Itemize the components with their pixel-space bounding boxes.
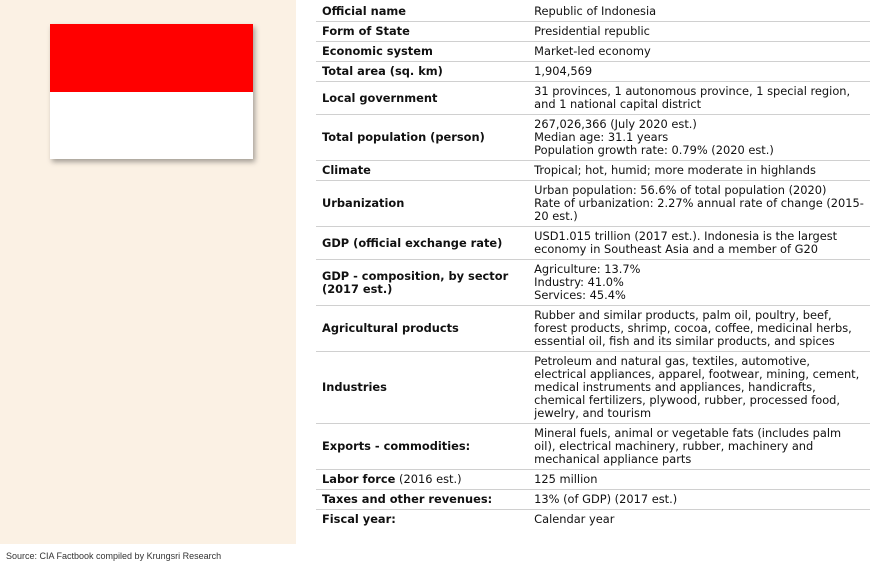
- fact-value: [528, 2, 870, 22]
- fact-value: [528, 510, 870, 530]
- fact-value-line: 13% (of GDP) (2017 est.): [534, 492, 678, 506]
- fact-label: [316, 115, 528, 161]
- source-note: Source: CIA Factbook compiled by Krungsri Research: [6, 551, 222, 561]
- fact-label: [316, 22, 528, 42]
- fact-row: [316, 510, 870, 530]
- fact-value-line: Rubber and similar products, palm oil, poultry, beef, forest products, shrimp, cocoa, coffee, medicinal herbs, essential oil, fish and its similar products, and spices: [534, 308, 852, 348]
- fact-label: [316, 227, 528, 260]
- fact-label-text: Local government: [322, 90, 438, 105]
- fact-value-line: Median age: 31.1 years: [534, 130, 669, 144]
- flag-panel: [0, 0, 296, 544]
- fact-label-text: Industries: [322, 380, 387, 394]
- fact-label: [316, 352, 528, 424]
- fact-label-text: Labor force: [322, 472, 396, 486]
- fact-label-text: Urbanization: [322, 196, 405, 210]
- fact-value: [528, 306, 870, 352]
- fact-label: [316, 62, 528, 82]
- fact-value-line: 267,026,366 (July 2020 est.): [534, 117, 697, 131]
- fact-label-text: Exports - commodities:: [322, 439, 471, 453]
- fact-label-text: Total area (sq. km): [322, 64, 443, 78]
- fact-value: [528, 470, 870, 490]
- fact-value: [528, 62, 870, 82]
- fact-row: [316, 181, 870, 227]
- fact-label: [316, 470, 528, 490]
- fact-value-line: Presidential republic: [534, 24, 650, 38]
- fact-row: [316, 470, 870, 490]
- fact-value-line: Tropical; hot, humid; more moderate in highlands: [534, 163, 816, 177]
- fact-label-text: GDP - composition, by sector (2017 est.): [322, 268, 509, 296]
- fact-row: [316, 82, 870, 115]
- fact-value: [528, 82, 870, 115]
- fact-value-line: Industry: 41.0%: [534, 275, 624, 289]
- fact-label: [316, 82, 528, 115]
- fact-value: [528, 115, 870, 161]
- fact-row: [316, 260, 870, 306]
- fact-row: [316, 161, 870, 181]
- fact-label: [316, 424, 528, 470]
- fact-value-line: 125 million: [534, 472, 598, 486]
- fact-label-text: Climate: [322, 163, 371, 177]
- fact-value: [528, 227, 870, 260]
- fact-row: [316, 424, 870, 470]
- fact-value: [528, 161, 870, 181]
- flag-white-band: [50, 92, 253, 160]
- fact-value-line: Mineral fuels, animal or vegetable fats (includes palm oil), electrical machinery, rubber, machinery and mechanical appliance parts: [534, 426, 842, 466]
- fact-row: [316, 115, 870, 161]
- fact-label: [316, 260, 528, 306]
- fact-label: [316, 181, 528, 227]
- country-facts-table: [316, 2, 870, 529]
- fact-value-line: USD1.015 trillion (2017 est.). Indonesia is the largest economy in Southeast Asia and a member of G20: [534, 229, 838, 256]
- fact-value: [528, 22, 870, 42]
- fact-label: [316, 42, 528, 62]
- fact-value-line: 1,904,569: [534, 64, 593, 78]
- fact-value: [528, 260, 870, 306]
- fact-label-text: Economic system: [322, 44, 433, 58]
- fact-value-line: Urban population: 56.6% of total population (2020): [534, 183, 827, 197]
- fact-label: [316, 2, 528, 22]
- fact-label: [316, 161, 528, 181]
- fact-label-text: Official name: [322, 4, 406, 18]
- fact-row: [316, 22, 870, 42]
- flag-red-band: [50, 24, 253, 92]
- fact-value-line: 31 provinces, 1 autonomous province, 1 special region, and 1 national capital district: [534, 84, 851, 111]
- fact-label-text: GDP (official exchange rate): [322, 235, 503, 250]
- fact-value-line: Calendar year: [534, 512, 615, 526]
- fact-value: [528, 42, 870, 62]
- fact-label: [316, 490, 528, 510]
- fact-value: [528, 352, 870, 424]
- fact-label-text: Taxes and other revenues:: [322, 492, 493, 506]
- fact-value-line: Services: 45.4%: [534, 288, 626, 302]
- fact-value-line: Population growth rate: 0.79% (2020 est.): [534, 143, 774, 157]
- fact-value: [528, 424, 870, 470]
- fact-value-line: Market-led economy: [534, 44, 651, 58]
- fact-row: [316, 306, 870, 352]
- fact-value: [528, 181, 870, 227]
- fact-label-text: Fiscal year:: [322, 512, 396, 526]
- fact-row: [316, 62, 870, 82]
- fact-row: [316, 2, 870, 22]
- fact-label-note: (2016 est.): [395, 472, 462, 486]
- fact-value: [528, 490, 870, 510]
- fact-value-line: Petroleum and natural gas, textiles, automotive, electrical appliances, apparel, footwear, mining, cement, medical instruments and appliances, handicrafts, chemical fertilizers, plywood, rubber, processed food, jewelry, and tourism: [534, 354, 860, 420]
- fact-label-text: Form of State: [322, 24, 410, 38]
- fact-value-line: Rate of urbanization: 2.27% annual rate of change (2015-20 est.): [534, 196, 864, 223]
- fact-row: [316, 227, 870, 260]
- fact-label-text: Agricultural products: [322, 321, 459, 335]
- fact-label-text: Total population (person): [322, 130, 485, 144]
- fact-row: [316, 352, 870, 424]
- indonesia-flag: [50, 24, 253, 159]
- fact-label: [316, 306, 528, 352]
- fact-row: [316, 42, 870, 62]
- fact-value-line: Agriculture: 13.7%: [534, 262, 641, 276]
- fact-label: [316, 510, 528, 530]
- fact-value-line: Republic of Indonesia: [534, 4, 657, 18]
- fact-row: [316, 490, 870, 510]
